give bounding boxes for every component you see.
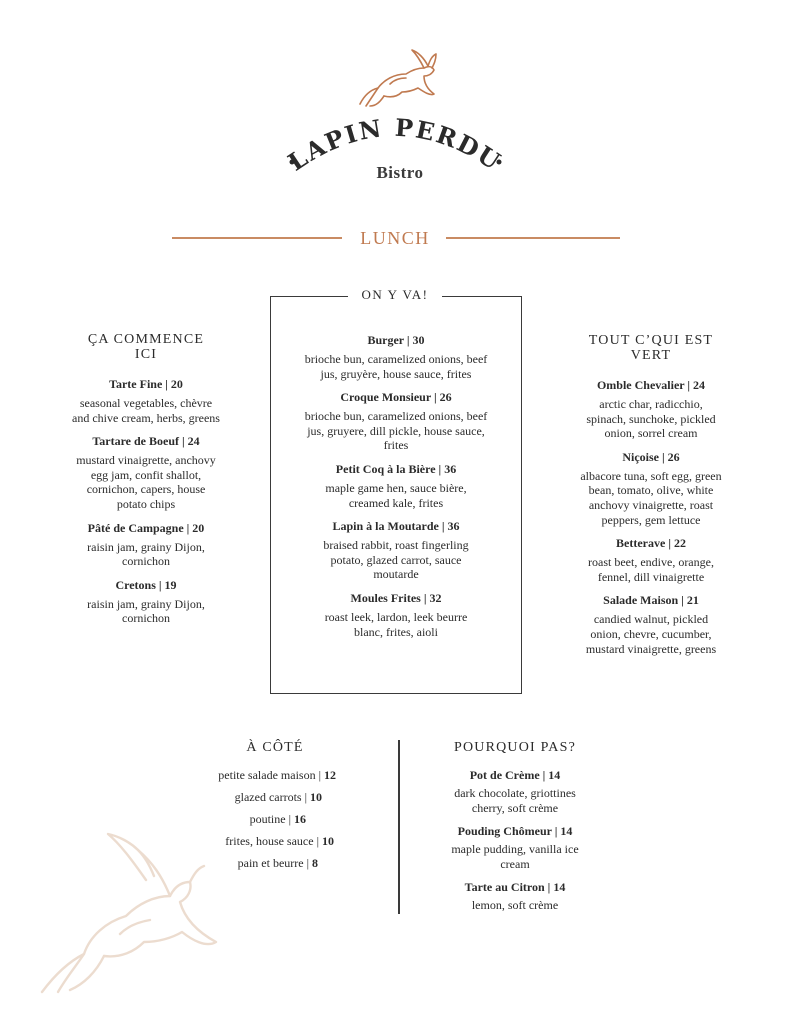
- section-mains: [304, 324, 488, 639]
- item-desc: seasonal vegetables, chèvre and chive cream, herbs, greens: [72, 396, 220, 425]
- item-name: Burger | 30: [367, 333, 425, 347]
- section-starters: [72, 332, 220, 626]
- side-item: petite salade maison | 12: [218, 768, 336, 782]
- side-item: glazed carrots | 10: [234, 790, 322, 804]
- brand-subtitle: Bistro: [376, 163, 424, 182]
- menu-item: [440, 880, 590, 913]
- section-title: ÇA COMMENCE ICI: [87, 332, 205, 362]
- side-item: frites, house sauce | 10: [225, 834, 334, 848]
- item-desc: candied walnut, pickled onion, chevre, cucumber, mustard vinaigrette, greens: [585, 612, 717, 656]
- item-name: Pouding Chômeur | 14: [457, 824, 573, 839]
- menu-item: [578, 536, 724, 584]
- menu-item: [304, 333, 488, 381]
- menu-item: [578, 593, 724, 656]
- section-greens: [578, 333, 724, 656]
- side-name: frites, house sauce: [225, 834, 314, 848]
- item-desc: maple pudding, vanilla ice cream: [451, 842, 579, 871]
- item-desc: raisin jam, grainy Dijon, cornichon: [87, 596, 205, 626]
- item-desc: raisin jam, grainy Dijon, cornichon: [87, 539, 205, 569]
- item-name: Tarte au Citron | 14: [464, 880, 566, 895]
- menu-item: [578, 378, 724, 441]
- item-desc: dark chocolate, griottines cherry, soft crème: [454, 786, 576, 815]
- menu-item: [440, 768, 590, 815]
- side-name: glazed carrots: [234, 790, 302, 804]
- decorative-rabbit-icon: [34, 826, 224, 996]
- item-name: Tartare de Boeuf | 24: [92, 434, 200, 449]
- menu-title: LUNCH: [360, 228, 430, 248]
- side-price: 16: [294, 812, 306, 826]
- item-desc: albacore tuna, soft egg, green bean, tomato, olive, white anchovy vinaigrette, roast peppers, gem lettuce: [580, 468, 722, 527]
- section-title-desserts: POURQUOI PAS?: [453, 740, 577, 755]
- item-name: Moules Frites | 32: [350, 590, 442, 605]
- item-name: Omble Chevalier | 24: [596, 378, 706, 392]
- section-title-sides: À CÔTÉ: [246, 740, 304, 755]
- item-name: Cretons | 19: [115, 577, 177, 592]
- menu-item: [304, 390, 488, 453]
- section-desserts: [440, 759, 590, 913]
- lunch-rule-right: [446, 237, 620, 239]
- side-price: 12: [324, 768, 336, 782]
- lunch-rule-left: [172, 237, 342, 239]
- item-name: Lapin à la Moutarde | 36: [332, 519, 460, 534]
- item-desc: roast beet, endive, orange, fennel, dill vinaigrette: [588, 555, 714, 584]
- item-name: Petit Coq à la Bière | 36: [335, 461, 457, 476]
- item-name: Niçoise | 26: [622, 449, 680, 464]
- menu-item: [440, 824, 590, 871]
- section-title-mains: ON Y VA!: [348, 287, 442, 303]
- side-price: 8: [312, 856, 318, 870]
- section-title: TOUT C’QUI EST VERT: [588, 333, 714, 363]
- item-desc: braised rabbit, roast fingerling potato, glazed carrot, sauce moutarde: [323, 538, 469, 582]
- column-divider: [398, 740, 400, 914]
- brand-name-text: LAPIN PERDU: [282, 112, 508, 177]
- menu-item: [72, 521, 220, 569]
- menu-item: [304, 462, 488, 510]
- menu-item: [304, 519, 488, 582]
- item-desc: brioche bun, caramelized onions, beef jus, gruyère, house sauce, frites: [304, 352, 488, 381]
- side-name: petite salade maison: [218, 768, 316, 782]
- item-desc: mustard vinaigrette, anchovy egg jam, confit shallot, cornichon, capers, house potato chips: [76, 453, 216, 511]
- side-name: pain et beurre: [237, 856, 304, 870]
- side-name: poutine: [249, 812, 286, 826]
- item-desc: maple game hen, sauce bière, creamed kale, frites: [325, 480, 467, 510]
- item-name: Croque Monsieur | 26: [340, 390, 452, 405]
- side-price: 10: [322, 834, 334, 848]
- menu-item: [72, 578, 220, 626]
- menu-item: [72, 377, 220, 425]
- side-price: 10: [310, 790, 322, 804]
- item-name: Pâté de Campagne | 20: [87, 520, 205, 535]
- item-desc: brioche bun, caramelized onions, beef jus, gruyere, dill pickle, house sauce, frites: [304, 409, 488, 453]
- item-desc: roast leek, lardon, leek beurre blanc, frites, aioli: [324, 609, 468, 639]
- item-desc: lemon, soft crème: [471, 898, 559, 913]
- item-name: Salade Maison | 21: [603, 593, 699, 608]
- menu-item: [578, 450, 724, 527]
- menu-item: [304, 591, 488, 639]
- item-name: Pot de Crème | 14: [469, 768, 561, 782]
- item-desc: arctic char, radicchio, spinach, sunchoke, pickled onion, sorrel cream: [586, 397, 716, 441]
- item-name: Betterave | 22: [616, 536, 686, 551]
- side-item: pain et beurre | 8: [237, 856, 318, 870]
- menu-item: [72, 434, 220, 511]
- item-name: Tarte Fine | 20: [109, 377, 183, 391]
- side-item: poutine | 16: [249, 812, 306, 826]
